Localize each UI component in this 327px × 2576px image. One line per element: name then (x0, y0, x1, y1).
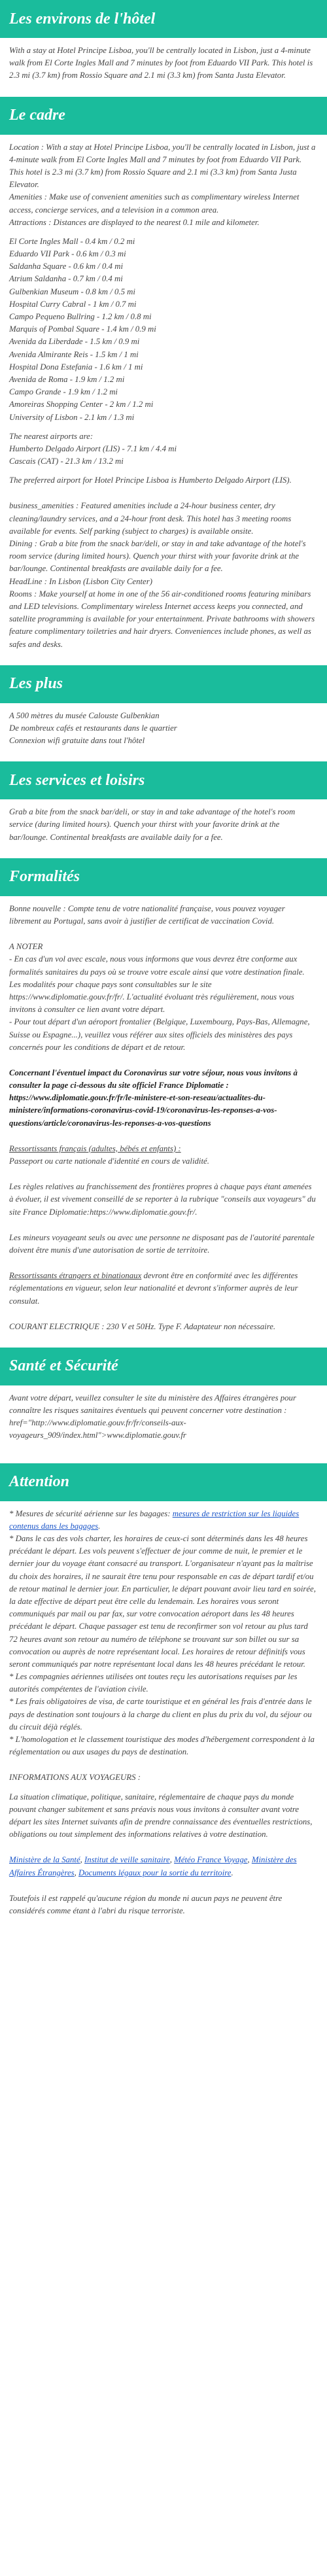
environs-body (0, 38, 327, 97)
distance-item: University of Lisbon - 2.1 km / 1.3 mi (9, 412, 135, 422)
services-header (0, 761, 327, 799)
cadre-dining: Dining : Grab a bite from the snack bar/deli, or stay in and take advantage of the hotel's room service (during limited hours). Quench your thirst with your favorite drink at the bar/lounge. Continental breakfasts are available daily for a fee. (9, 539, 306, 574)
plus-item: A 500 mètres du musée Calouste Gulbenkian (9, 710, 160, 720)
distance-item: El Corte Ingles Mall - 0.4 km / 0.2 mi (9, 236, 135, 246)
plus-title: Les plus (9, 675, 63, 693)
cadre-section (0, 97, 327, 665)
distance-list (9, 235, 318, 424)
formalites-body (0, 896, 327, 1348)
mesures-liquides-link[interactable]: mesures de restriction sur les liquides contenus dans les bagages (9, 1508, 300, 1531)
distance-item: Gulbenkian Museum - 0.8 km / 0.5 mi (9, 287, 135, 296)
plus-body (0, 703, 327, 762)
distance-item: Avenida de Roma - 1.9 km / 1.2 mi (9, 374, 125, 384)
courant-electrique: COURANT ELECTRIQUE : 230 V et 50Hz. Type F. Adaptateur non nécessaire. (9, 1321, 276, 1331)
plus-item: De nombreux cafés et restaurants dans le quartier (9, 723, 177, 733)
distance-item: Campo Pequeno Bullring - 1.2 km / 0.8 mi (9, 312, 152, 321)
services-body (0, 799, 327, 858)
infos-voyageurs-text: La situation climatique, politique, sanitaire, réglementaire de chaque pays du monde pouvant changer subitement et sans préavis nous vous invitons à consulter avant votre départ les sites Internet suivants afin de prendre connaissance des éventuelles restrictions, obligations ou tout simplement des informations relatives à votre destination. (9, 1792, 313, 1839)
environs-section (0, 0, 327, 97)
cadre-business: business_amenities : Featured amenities include a 24-hour business center, dry cleaning/laundry services, and a 24-hour front desk. This hotel has 3 meeting rooms available for events. Self parking (subject to charges) is available onsite. (9, 501, 292, 536)
distance-item: Hospital Dona Estefania - 1.6 km / 1 mi (9, 362, 143, 372)
airport-item: Cascais (CAT) - 21.3 km / 13.2 mi (9, 457, 124, 466)
plus-header (0, 665, 327, 703)
formalites-title: Formalités (9, 868, 80, 886)
cadre-location: Location : With a stay at Hotel Principe Lisboa, you'll be centrally located in Lisbon, just a 4-minute walk from El Corte Ingles Mall and 7 minutes by foot from Eduardo VII Park. This hotel is 2.3 mi (3.7 km) from Rossio Square and 2.1 mi (3.3 km) from Santa Justa Elevator. (9, 142, 316, 190)
terrorisme-text: Toutefois il est rappelé qu'aucune région du monde ni aucun pays ne peuvent être considérés comme étant à l'abri du risque terroriste. (9, 1893, 283, 1915)
link-documents-legaux[interactable]: Documents légaux pour la sortie du territoire (78, 1868, 232, 1877)
sante-body (0, 1385, 327, 1463)
mesures-paragraph (9, 1508, 318, 1533)
services-text: Grab a bite from the snack bar/deli, or stay in and take advantage of the hotel's room service (during limited hours). Quench your thirst with your favorite drink at the bar/lounge. Continental breakfasts are available daily for a fee. (9, 807, 296, 842)
plus-item: Connexion wifi gratuite dans tout l'hôtel (9, 736, 145, 746)
preferred-airport: The preferred airport for Hotel Principe Lisboa is Humberto Delgado Airport (LIS). (9, 476, 292, 485)
environs-title: Les environs de l'hôtel (9, 10, 156, 27)
cadre-body (0, 135, 327, 665)
distance-item: Campo Grande - 1.9 km / 1.2 mi (9, 387, 118, 397)
cadre-amenities: Amenities : Make use of convenient amenities such as complimentary wireless Internet access, concierge services, and a television in a common area. (9, 192, 300, 215)
environs-header (0, 0, 327, 38)
cadre-rooms: Rooms : Make yourself at home in one of the 56 air-conditioned rooms featuring minibars and LED televisions. Complimentary wireless Internet access keeps you connected, and satellite programming is available for your entertainment. Private bathrooms with showers feature complimentary toiletries and hair dryers. Conveniences include phones, as well as safes and desks. (9, 589, 315, 649)
attention-body (0, 1501, 327, 1932)
cadre-header (0, 97, 327, 135)
note-modalites: Les modalités pour chaque pays sont consultables sur le site https://www.diplomatie.gouv.fr/fr/. L'actualité évoluant très régulièrement, nous vous invitons à consulter ce lien avant votre départ. (9, 979, 294, 1015)
mesures-text: * Mesures de sécurité aérienne sur les bagages: (9, 1508, 173, 1518)
a-noter-heading: A NOTER (9, 942, 43, 952)
etrangers-text: devront être en conformité avec les différentes réglementations en vigueur, selon leur nationalité et devront s'informer auprès de leur consulat. (9, 1271, 298, 1306)
distance-item: Atrium Saldanha - 0.7 km / 0.4 mi (9, 274, 123, 284)
sante-text: Avant votre départ, veuillez consulter le site du ministère des Affaires étrangères pour connaître les risques sanitaires éventuels qui peuvent concerner votre destination : href="http://www.diplomatie.gouv.fr/fr/conseils-aux-voyageurs_909/index.html">www.diplomatie.gouv.fr (9, 1393, 296, 1440)
formalites-header (0, 858, 327, 896)
coronavirus-notice (9, 1067, 318, 1130)
link-ministere-sante[interactable]: Ministère de la Santé (9, 1855, 80, 1865)
etrangers-heading: Ressortissants étrangers et binationaux (9, 1271, 142, 1281)
sante-title: Santé et Sécurité (9, 1357, 118, 1375)
ressortissants-text: Passeport ou carte nationale d'identité en cours de validité. (9, 1157, 209, 1166)
link-veille-sanitaire[interactable]: Institut de veille sanitaire (84, 1855, 170, 1865)
distance-item: Avenida Almirante Reis - 1.5 km / 1 mi (9, 349, 139, 359)
vols-charter-text: * Dans le cas des vols charter, les horaires de ceux-ci sont déterminés dans les 48 heures précédant le départ. Les vols peuvent s'effectuer de jour comme de nuit, le premier et le dernier jour du voyage étant consacré au transport. L'organisateur n'ayant pas la maîtrise du choix des horaires, il ne saurait être tenu pour responsable en cas de départ tardif et/ou de retour matinal le dernier jour. En particulier, le départ pouvant avoir lieu tard en soirée, la date effective de départ peut être celle du lendemain. Les horaires vous seront communiqués par mail ou par fax, sur votre convocation aéroport dans les 48 heures précédant le départ. Chaque passager est tenu de reconfirmer son vol retour au plus tard 72 heures avant son retour au numéro de téléphone se trouvant sur son billet ou sur sa convocation ou auprès de notre représentant local. Les horaires de retour définitifs vous seront communiqués par notre représentant local dans les 48 heures précédant le retour. (9, 1534, 316, 1669)
distance-item: Saldanha Square - 0.6 km / 0.4 mi (9, 262, 124, 271)
link-meteo-france[interactable]: Météo France Voyage (174, 1855, 248, 1865)
airport-item: Humberto Delgado Airport (LIS) - 7.1 km / 4.4 mi (9, 444, 177, 453)
formalites-section (0, 858, 327, 1348)
sante-section (0, 1348, 327, 1463)
formalites-intro: Bonne nouvelle : Compte tenu de votre nationalité française, vous pouvez voyager librement au Portugal, sans avoir à justifier de certificat de vaccination Covid. (9, 903, 285, 926)
note-frontalier: - Pour tout départ d'un aéroport frontalier (Belgique, Luxembourg, Pays-Bas, Allemagne, Suisse ou Espagne...), veuillez vous référer aux sites officiels des ministères des pays concernés pour les conditions de départ et de retour. (9, 1017, 310, 1052)
plus-section (0, 665, 327, 762)
distance-item: Avenida da Liberdade - 1.5 km / 0.9 mi (9, 337, 140, 347)
infos-voyageurs-heading: INFORMATIONS AUX VOYAGEURS : (9, 1773, 141, 1783)
attention-header (0, 1463, 327, 1501)
mesures-end: . (98, 1521, 101, 1531)
attention-section (0, 1463, 327, 1932)
services-section (0, 761, 327, 858)
environs-text: With a stay at Hotel Principe Lisboa, you'll be centrally located in Lisbon, just a 4-minute walk from El Corte Ingles Mall and 7 minutes by foot from Eduardo VII Park. This hotel is 2.3 mi (3.7 km) from Rossio Square and 2.1 mi (3.3 km) from Santa Justa Elevator. (9, 46, 313, 80)
distance-item: Hospital Curry Cabral - 1 km / 0.7 mi (9, 299, 137, 309)
etrangers-paragraph (9, 1270, 318, 1308)
sante-header (0, 1348, 327, 1385)
mineurs-text: Les mineurs voyageant seuls ou avec une personne ne disposant pas de l'autorité parentale doivent être munis d'une autorisation de sortie de territoire. (9, 1232, 315, 1255)
services-title: Les services et loisirs (9, 771, 145, 789)
attention-title: Attention (9, 1473, 70, 1491)
airports-intro: The nearest airports are: (9, 431, 94, 441)
note-escale: - En cas d'un vol avec escale, nous vous informons que vous devrez être conforme aux formalités sanitaires du pays où se trouve votre escale ainsi que votre destination finale. (9, 954, 305, 977)
regles-text: Les règles relatives au franchissement des frontières propres à chaque pays étant amenées à évoluer, il est vivement conseillé de se reporter à la rubrique "conseils aux voyageurs" du site France Diplomatie:https://www.diplomatie.gouv.fr/. (9, 1182, 316, 1217)
ressortissants-heading: Ressortissants français (adultes, bébés et enfants) : (9, 1143, 181, 1153)
coronavirus-notice-text: Concernant l'éventuel impact du Coronavirus sur votre séjour, nous vous invitons à consulter la page ci-dessous du site officiel France Diplomatie : https://www.diplomatie.gouv.fr/fr/le-ministere-et-son-reseau/actualites-du-ministere/informations-coronavirus-covid-19/coronavirus-les-reponses-a-vos-questions/article/coronavirus-les-reponses-a-vos-questions (9, 1068, 298, 1128)
frais-text: * Les frais obligatoires de visa, de carte touristique et en général les frais d'entrée dans le pays de destination sont toujours à la charge du client en plus du prix du vol, du séjour ou du circuit déjà réglés. (9, 1697, 312, 1732)
link-affaires-etrangeres[interactable]: Ministère des Affaires Étrangères (9, 1855, 297, 1877)
cadre-headline: HeadLine : In Lisbon (Lisbon City Center) (9, 576, 152, 586)
distance-item: Eduardo VII Park - 0.6 km / 0.3 mi (9, 249, 126, 259)
official-links: Ministère de la Santé, Institut de veille sanitaire, Météo France Voyage, Ministère des Affaires Étrangères, Documents légaux pour la sortie du territoire. (9, 1855, 297, 1877)
cadre-title: Le cadre (9, 107, 65, 124)
homologation-text: * L'homologation et le classement touristique des modes d'hébergement correspondent à la réglementation ou aux usages du pays de destination. (9, 1735, 315, 1757)
compagnies-text: * Les compagnies aériennes utilisées ont toutes reçu les autorisations requises par les autorités compétentes de l'aviation civile. (9, 1672, 298, 1694)
distance-item: Marquis of Pombal Square - 1.4 km / 0.9 mi (9, 324, 156, 334)
distance-item: Amoreiras Shopping Center - 2 km / 1.2 mi (9, 400, 154, 409)
cadre-attractions: Attractions : Distances are displayed to the nearest 0.1 mile and kilometer. (9, 217, 260, 227)
